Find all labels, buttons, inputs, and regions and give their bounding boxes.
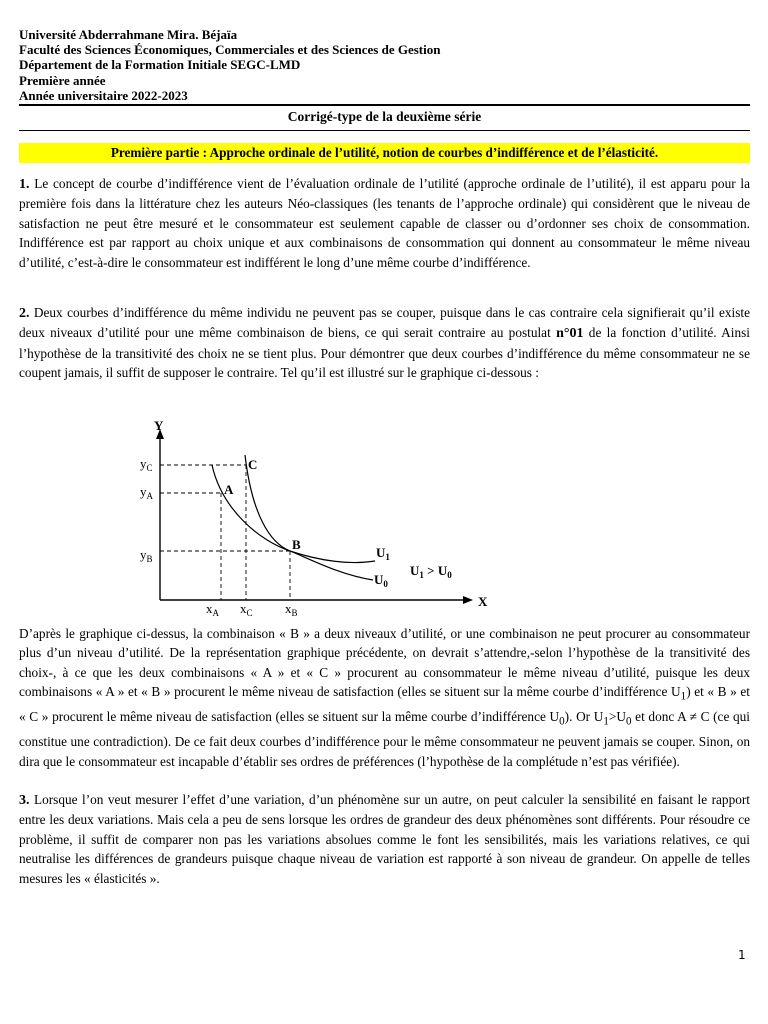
paragraph-1-number: 1.	[19, 177, 30, 192]
subscript-3: 1	[603, 715, 609, 728]
department-name: Département de la Formation Initiale SEGC-LMD	[19, 57, 301, 73]
explanation-text-5: et donc A ≠ C (ce qui constitue une contradiction). De ce fait deux courbes d’indifférence pour le même consommateur ne peuvent jamais se couper. Sinon, on dira que le consommateur est incapable d’établir ses ordres de préférences (l’hypothèse de la complétude n’est pas vérifiée).	[19, 709, 750, 769]
tick-yb: $y_B$	[140, 547, 153, 564]
paragraph-1	[19, 174, 750, 272]
explanation-text-2: ) et « B » et « C » procurent le même niveau de satisfaction (elles se situent sur la même courbe d’indifférence U	[19, 684, 750, 725]
academic-year: Année universitaire 2022-2023	[19, 87, 188, 103]
university-name: Université Abderrahmane Mira. Béjaïa	[19, 27, 238, 42]
subscript-1: 1	[680, 690, 687, 703]
utility-relation-label: $U_1 > U_0$	[410, 563, 452, 580]
tick-yc: $y_C$	[140, 456, 153, 473]
section-banner: Première partie : Approche ordinale de l’utilité, notion de courbes d’indifférence et de l’élasticité.	[19, 143, 750, 163]
curve-u1-label: $U_1$	[376, 545, 390, 562]
year-level: Première année	[19, 72, 106, 88]
subscript-2: 0	[559, 715, 565, 728]
point-a-label: A	[224, 482, 234, 497]
tick-xb: $x_B$	[285, 601, 298, 618]
point-b-label: B	[292, 537, 301, 552]
title-rule-top	[19, 104, 750, 106]
paragraph-2-text-a: Deux courbes d’indifférence du même individu ne peuvent pas se couper, puisque dans le cas contraire cela signifierait qu’il existe deux niveaux d’utilité pour une même combinaison de biens, ce qui serait contraire au postulat	[19, 305, 750, 341]
title-rule-bottom	[19, 130, 750, 131]
document-header	[19, 27, 440, 103]
tick-ya: $y_A$	[140, 484, 153, 501]
paragraph-2-number: 2.	[19, 306, 30, 321]
explanation-text-1: D’après le graphique ci-dessus, la combinaison « B » a deux niveaux d’utilité, or une combinaison ne peut procurer au consommateur plus d’un niveau d’utilité. De la représentation graphique précédente, on devrait s’attendre,-selon l’hypothèse de la transitivité des choix-, à ce que les deux combinaisons « A » et « C » procurent au consommateur le même niveau d’utilité, puisque les deux combinaisons « A » et « B » procurent le même niveau de satisfaction (elles se situent sur la même courbe d’indifférence U	[19, 626, 750, 700]
paragraph-2-text-b: de la fonction d’utilité. Ainsi l’hypothèse de la transitivité des choix ne se tient plus. Pour démontrer que deux courbes d’indifférence du même consommateur ne se coupent jamais, il suffit de supposer le contraire. Tel qu’il est illustré sur le graphique ci-dessous :	[19, 325, 750, 381]
postulate-number: n°01	[556, 326, 584, 342]
faculty-name: Faculté des Sciences Économiques, Commerciales et des Sciences de Gestion	[19, 42, 441, 58]
x-axis-arrow	[463, 596, 473, 604]
curve-u0	[245, 455, 373, 580]
paragraph-3-text: Lorsque l’on veut mesurer l’effet d’une variation, d’un phénomène sur un autre, on peut calculer la sensibilité en faisant le rapport entre les deux variations. Mais cela a peu de sens lorsque les ordres de grandeur des deux phénomènes sont différents. Pour résoudre ce problème, il suffit de comparer non pas les variations absolues comme le font les sensibilités, mais les variations relatives, ce qui neutralise les différences de grandeurs puisque chaque niveau de variation est rapporté à son niveau de grandeur. On appelle de telles mesures les « élasticités ».	[19, 792, 750, 886]
tick-xa: $x_A$	[206, 601, 219, 618]
paragraph-3-number: 3.	[19, 793, 30, 808]
x-axis-label: X	[478, 594, 488, 609]
point-c-label: C	[248, 457, 258, 472]
paragraph-3	[19, 790, 750, 888]
curve-u0-label: $U_0$	[374, 572, 388, 589]
explanation-text-4: >U	[608, 709, 626, 725]
y-axis-label: Y	[154, 418, 164, 433]
document-title: Corrigé-type de la deuxième série	[287, 109, 482, 124]
paragraph-2	[19, 303, 750, 383]
paragraph-1-text: Le concept de courbe d’indifférence vient de l’évaluation ordinale de l’utilité (approche ordinale de l’utilité), il est apparu pour la première fois dans la littérature chez les auteurs Néo-classiques (les tenants de l’approche ordinale) qui considèrent que le niveau de satisfaction ne peut être mesuré et le consommateur est seulement capable de classer ou d’ordonner ses choix de consommation. Indifférence est par rapport au choix unique et aux combinaisons de consommation qui donnent au consommateur le même niveau d’utilité, c’est-à-dire le consommateur est indifférent le long d’une même courbe d’indifférence.	[19, 176, 750, 270]
indifference-curves-graph	[130, 415, 500, 620]
explanation-text-3: ). Or U	[564, 709, 604, 725]
paragraph-graph-explanation	[19, 624, 750, 771]
page-number: 1	[738, 948, 746, 962]
tick-xc: $x_C$	[240, 601, 253, 618]
subscript-4: 0	[626, 715, 632, 728]
